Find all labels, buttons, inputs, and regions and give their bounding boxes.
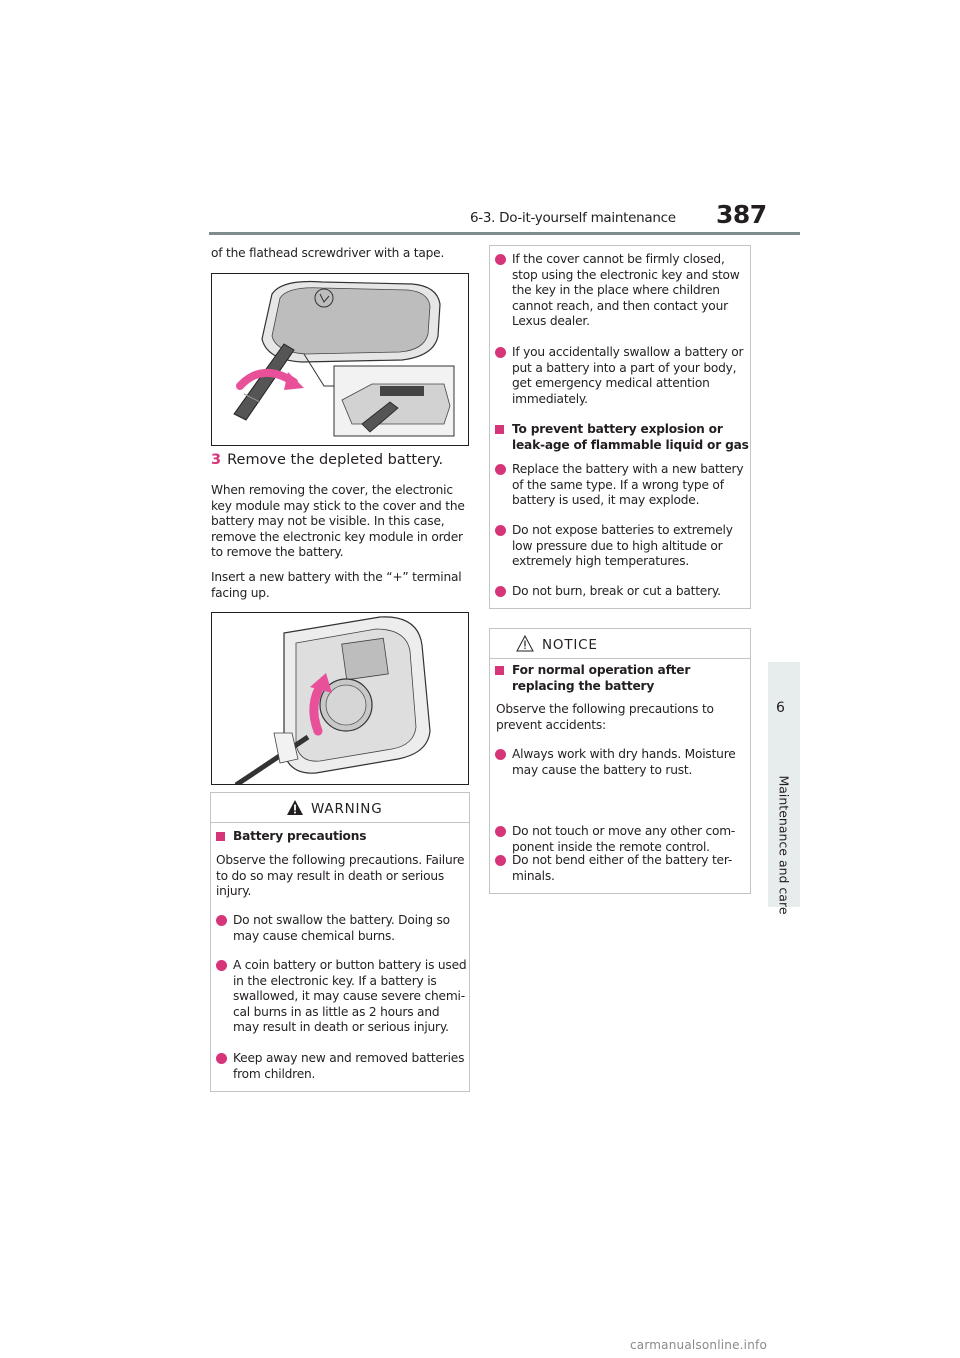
caution-continuation-box	[489, 245, 751, 609]
notice-box	[489, 628, 751, 894]
notice-header	[490, 629, 750, 659]
warning-intro: Observe the following precautions. Failure to do so may result in death or serious injury.	[216, 853, 465, 899]
section-title: 6-3. Do-it-yourself maintenance	[470, 210, 676, 226]
warning-subheading: Battery precautions	[216, 829, 466, 845]
notice-bullet-1: Always work with dry hands. Moisture may cause the battery to rust.	[495, 747, 749, 778]
notice-title: NOTICE	[542, 637, 598, 653]
warning-bullet-2: A coin battery or button battery is used in the electronic key. If a battery is swallowed, it may cause severe chemi-cal burns in as little as 2 hours and may result in death or serious injury.	[216, 958, 468, 1036]
notice-intro: Observe the following precautions to prevent accidents:	[496, 702, 714, 732]
chapter-number: 6	[776, 700, 785, 716]
notice-bullet-2: Do not touch or move any other com-ponent inside the remote control.	[495, 824, 749, 855]
caution-bullet-2: If you accidentally swallow a battery or put a battery into a part of your body, get emergency medical attention immediately.	[495, 345, 749, 407]
battery-illustration	[211, 612, 469, 785]
footer-watermark: carmanualsonline.info	[630, 1338, 767, 1352]
key-cover-illustration	[211, 273, 469, 446]
page-number: 387	[716, 200, 767, 229]
notice-icon	[516, 635, 534, 652]
chapter-label: Maintenance and care	[776, 775, 792, 915]
caution-bullet-4: Do not expose batteries to extremely low pressure due to high altitude or extremely high temperatures.	[495, 523, 749, 570]
warning-bullet-1: Do not swallow the battery. Doing so may cause chemical burns.	[216, 913, 468, 944]
paragraph-insert-battery: Insert a new battery with the “+” terminal facing up.	[211, 570, 462, 600]
step-3	[211, 452, 443, 468]
step-number: 3	[211, 452, 222, 468]
notice-subheading: For normal operation after replacing the battery	[495, 663, 749, 694]
paragraph-module: When removing the cover, the electronic key module may stick to the cover and the battery may not be visible. In this case, remove the electronic key module in order to remove the battery.	[211, 483, 465, 560]
warning-bullet-3: Keep away new and removed batteries from children.	[216, 1051, 468, 1082]
warning-box	[210, 792, 470, 1092]
intro-text: of the flathead screwdriver with a tape.	[211, 246, 445, 260]
warning-icon	[286, 799, 304, 816]
warning-header	[211, 793, 469, 823]
header-rule	[209, 232, 800, 235]
caution-subheading: To prevent battery explosion or leak-age of flammable liquid or gas	[495, 422, 749, 453]
warning-title: WARNING	[311, 801, 383, 817]
caution-bullet-1: If the cover cannot be firmly closed, stop using the electronic key and stow the key in the place where children cannot reach, and then contact your Lexus dealer.	[495, 252, 749, 330]
notice-bullet-3: Do not bend either of the battery ter-minals.	[495, 853, 749, 884]
step-text: Remove the depleted battery.	[227, 452, 444, 468]
caution-bullet-3: Replace the battery with a new battery of the same type. If a wrong type of battery is used, it may explode.	[495, 462, 749, 509]
caution-bullet-5: Do not burn, break or cut a battery.	[495, 584, 749, 600]
